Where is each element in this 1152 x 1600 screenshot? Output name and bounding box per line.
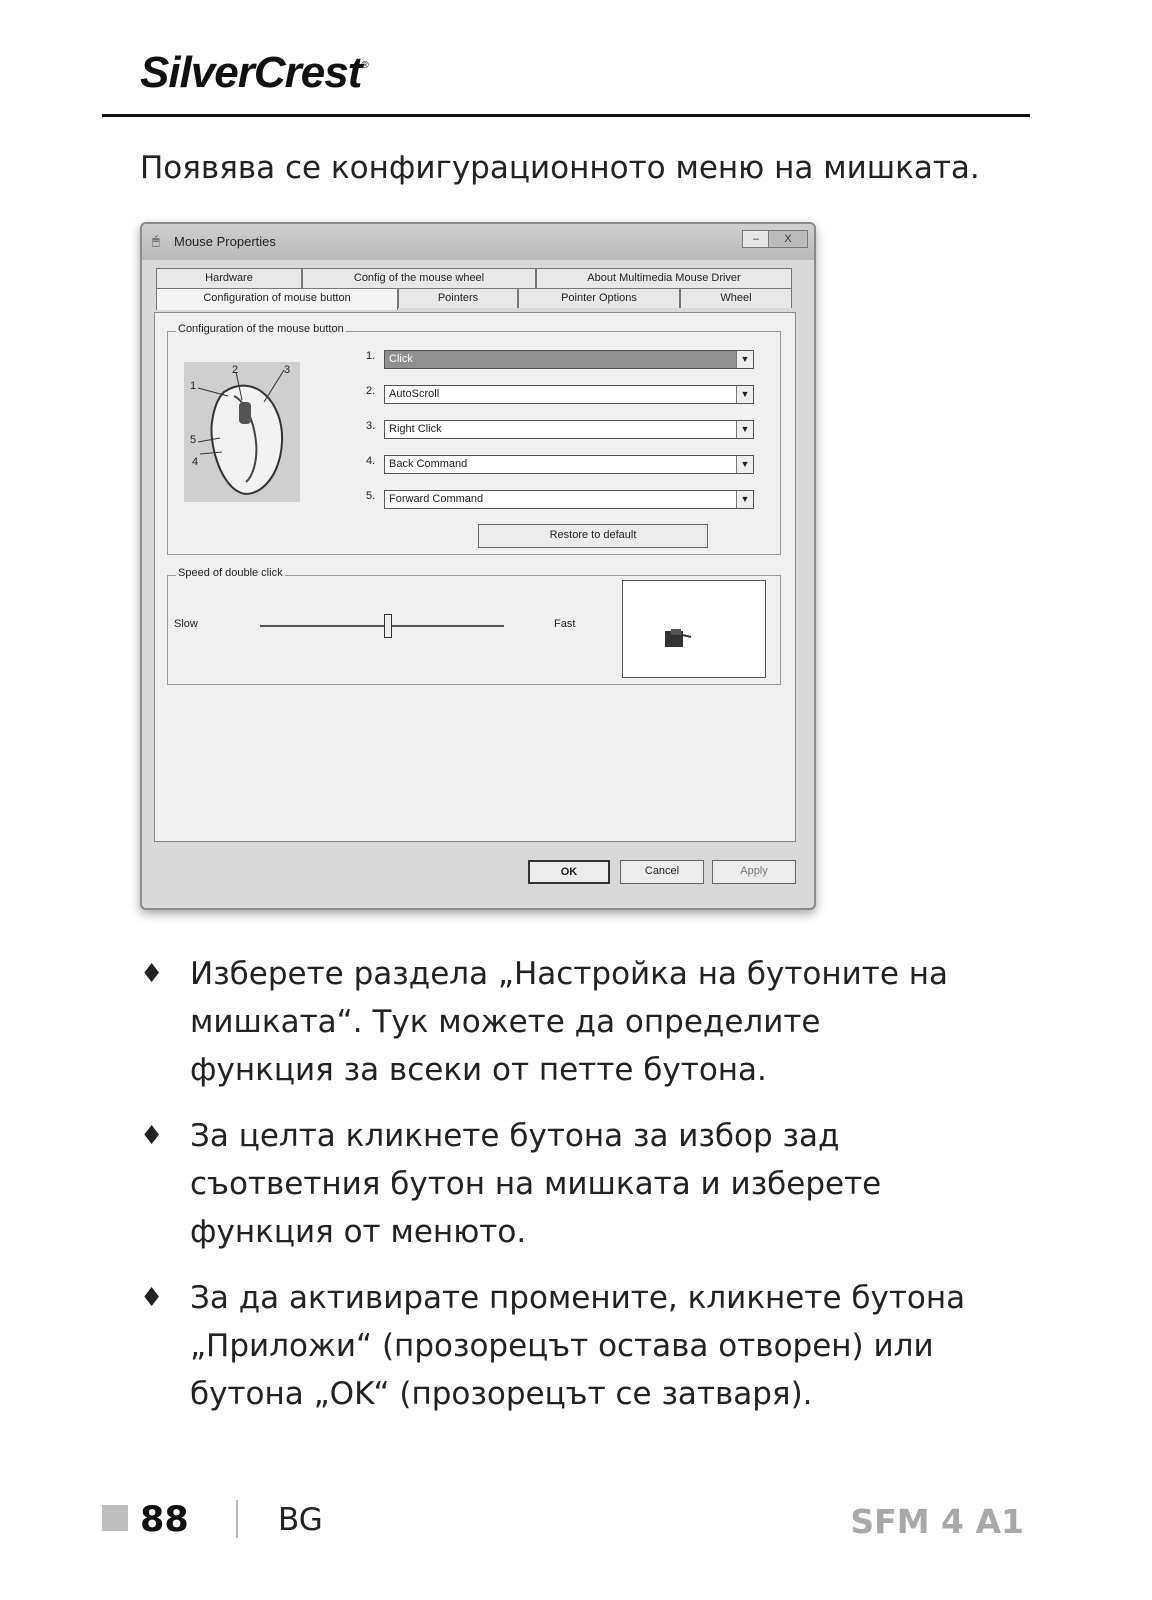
tab-wheel[interactable]: Wheel: [680, 288, 792, 308]
mouse-label-3: 3: [284, 364, 291, 376]
instruction-item: [140, 1112, 970, 1256]
tab-pointers[interactable]: Pointers: [398, 288, 518, 308]
instruction-item: [140, 1274, 970, 1418]
double-click-speed-group: [167, 567, 781, 685]
double-click-slider-thumb[interactable]: [384, 614, 392, 638]
row-num-1: 1.: [366, 350, 376, 362]
button-2-combo[interactable]: [384, 385, 754, 404]
button-4-combo[interactable]: [384, 455, 754, 474]
page-number: 88: [140, 1500, 189, 1540]
language-code: BG: [278, 1502, 323, 1538]
restore-default-button[interactable]: Restore to default: [478, 524, 708, 548]
mouse-diagram: [184, 362, 300, 502]
ok-button[interactable]: OK: [528, 860, 610, 884]
chevron-down-icon[interactable]: ▼: [736, 456, 753, 473]
chevron-down-icon[interactable]: ▼: [736, 421, 753, 438]
button-5-combo[interactable]: [384, 490, 754, 509]
tab-config-mouse-wheel[interactable]: Config of the mouse wheel: [302, 268, 536, 288]
double-click-test-area[interactable]: [622, 580, 766, 678]
tab-panel: [154, 312, 796, 842]
diamond-bullet-icon: ♦: [140, 1283, 164, 1313]
mouse-properties-dialog: [140, 222, 816, 910]
diamond-bullet-icon: ♦: [140, 959, 164, 989]
mouse-label-5: 5: [190, 434, 197, 446]
footer-divider: [236, 1500, 238, 1538]
intro-text: Появява се конфигурационното меню на мишката.: [140, 150, 980, 186]
brand-logo: SilverCrest®: [140, 48, 368, 97]
button-1-value: Click: [389, 353, 413, 365]
button-3-combo[interactable]: [384, 420, 754, 439]
double-click-speed-title: Speed of double click: [178, 567, 283, 579]
chevron-down-icon[interactable]: ▼: [736, 351, 753, 368]
double-click-slider-track[interactable]: [260, 625, 504, 627]
chevron-down-icon[interactable]: ▼: [736, 386, 753, 403]
minimize-button[interactable]: –: [742, 230, 770, 248]
row-num-4: 4.: [366, 455, 376, 467]
instruction-item: [140, 950, 970, 1094]
button-3-value: Right Click: [389, 423, 442, 435]
tab-about-driver[interactable]: About Multimedia Mouse Driver: [536, 268, 792, 288]
button-2-value: AutoScroll: [389, 388, 440, 400]
close-button[interactable]: X: [768, 230, 808, 248]
button-config-group: [167, 323, 781, 555]
chevron-down-icon[interactable]: ▼: [736, 491, 753, 508]
fast-label: Fast: [554, 618, 576, 630]
instruction-text-3: За да активирате промените, кликнете бутона „Приложи“ (прозорецът остава отворен) или бутона „OK“ (прозорецът се затваря).: [190, 1280, 966, 1412]
mouse-label-4: 4: [192, 456, 199, 468]
cancel-button[interactable]: Cancel: [620, 860, 704, 884]
mouse-label-2: 2: [232, 364, 239, 376]
tabs-bottom-row: [156, 288, 792, 308]
instruction-text-1: Изберете раздела „Настройка на бутоните на мишката“. Тук можете да определите функция за всеки от петте бутона.: [190, 956, 949, 1088]
mouse-illustration: [184, 362, 300, 502]
slow-label: Slow: [174, 618, 198, 630]
row-num-2: 2.: [366, 385, 376, 397]
button-config-title: Configuration of the mouse button: [178, 323, 344, 335]
instruction-list: [140, 950, 970, 1436]
mouse-icon: 🖱: [152, 233, 160, 248]
tab-hardware[interactable]: Hardware: [156, 268, 302, 288]
model-number: SFM 4 A1: [850, 1502, 1024, 1541]
dialog-titlebar: [142, 224, 814, 260]
apply-button[interactable]: Apply: [712, 860, 796, 884]
tab-configuration-mouse-button[interactable]: Configuration of mouse button: [156, 288, 398, 310]
dialog-title: Mouse Properties: [174, 234, 276, 249]
button-1-combo[interactable]: [384, 350, 754, 369]
footer-marker: [102, 1505, 128, 1531]
diamond-bullet-icon: ♦: [140, 1121, 164, 1151]
tab-pointer-options[interactable]: Pointer Options: [518, 288, 680, 308]
instruction-text-2: За целта кликнете бутона за избор зад съответния бутон на мишката и изберете функция от менюто.: [190, 1118, 882, 1250]
row-num-3: 3.: [366, 420, 376, 432]
mouse-label-1: 1: [190, 380, 197, 392]
button-4-value: Back Command: [389, 458, 468, 470]
header-rule: [102, 114, 1030, 117]
tabs-top-row: [156, 268, 792, 288]
button-5-value: Forward Command: [389, 493, 484, 505]
folder-icon: [663, 627, 693, 651]
row-num-5: 5.: [366, 490, 376, 502]
